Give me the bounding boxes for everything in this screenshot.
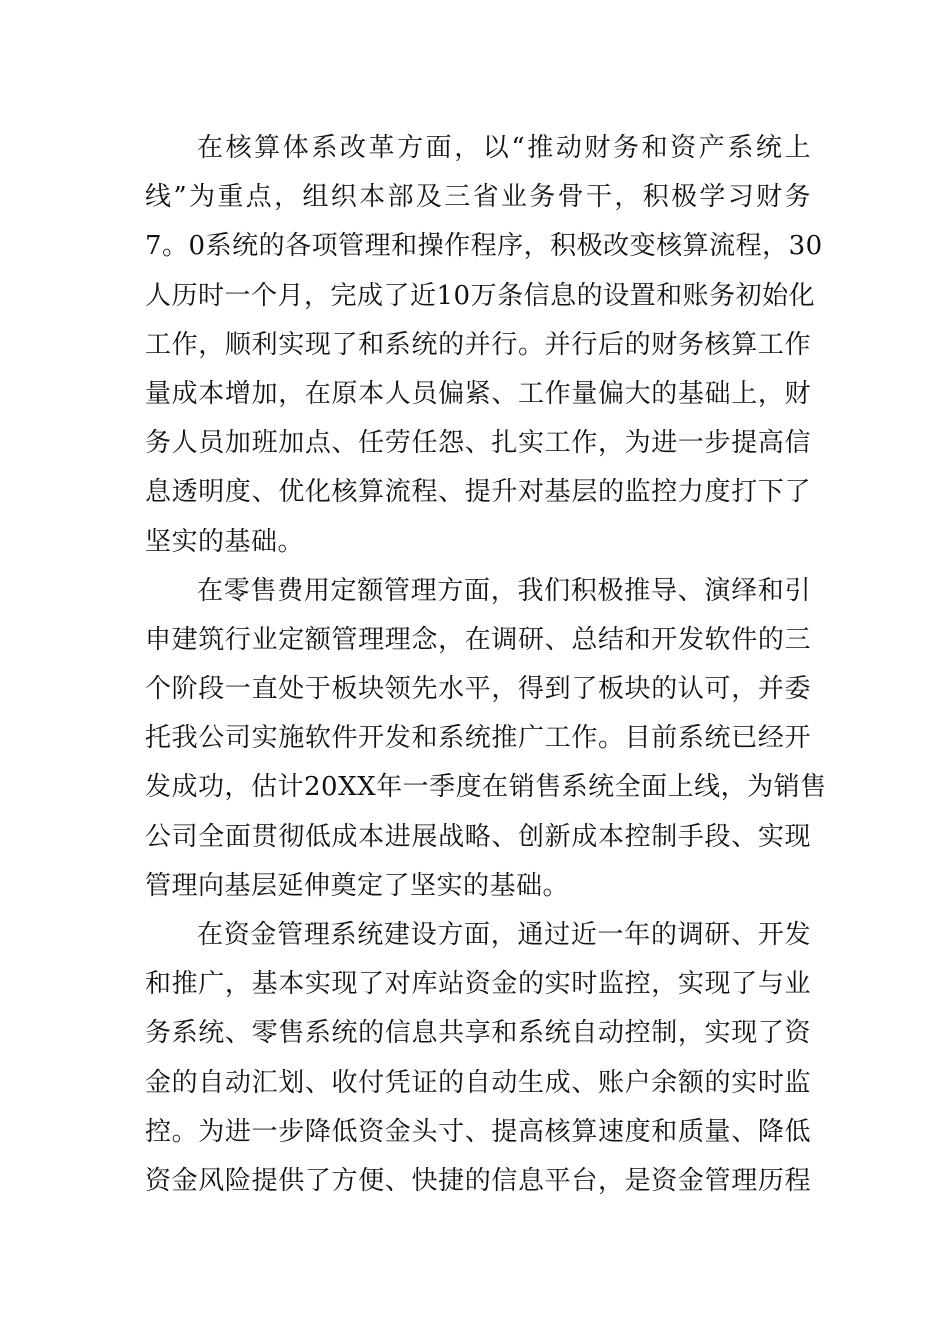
paragraph-line: 在资金管理系统建设方面，通过近一年的调研、开发 [197,920,811,950]
paragraph-line: 坚实的基础。 [145,526,305,557]
paragraph-line: 和推广，基本实现了对库站资金的实时监控，实现了与业 [145,969,811,1000]
paragraph-line: 线”为重点，组织本部及三省业务骨干，积极学习财务 [145,182,811,213]
paragraph-line: 量成本增加，在原本人员偏紧、工作量偏大的基础上，财 [145,378,811,409]
paragraph-line: 托我公司实施软件开发和系统推广工作。目前系统已经开 [145,723,811,754]
paragraph-line: 7。0系统的各项管理和操作程序，积极改变核算流程，30 [145,231,823,262]
paragraph-line: 控。为进一步降低资金头寸、提高核算速度和质量、降低 [145,1116,811,1147]
paragraph-line: 人历时一个月，完成了近10万条信息的设置和账务初始化 [145,280,816,311]
paragraph-retail-quota [145,567,827,911]
paragraph-fund-management [145,911,811,1206]
paragraph-line: 公司全面贯彻低成本进展战略、创新成本控制手段、实现 [145,821,811,852]
paragraph-line: 务系统、零售系统的信息共享和系统自动控制，实现了资 [145,1018,811,1049]
paragraph-line: 务人员加班加点、任劳任怨、扎实工作，为进一步提高信 [145,428,811,459]
paragraph-line: 在核算体系改革方面，以“推动财务和资产系统上 [197,133,811,163]
paragraph-line: 发成功，估计20XX年一季度在销售系统全面上线，为销售 [145,772,827,803]
paragraph-line: 工作，顺利实现了和系统的并行。并行后的财务核算工作 [145,329,811,360]
document-body [145,124,827,1206]
paragraph-line: 金的自动汇划、收付凭证的自动生成、账户余额的实时监 [145,1067,811,1098]
paragraph-line: 申建筑行业定额管理理念，在调研、总结和开发软件的三 [145,624,811,655]
paragraph-accounting-reform [145,124,823,567]
paragraph-line: 资金风险提供了方便、快捷的信息平台，是资金管理历程 [145,1165,811,1196]
paragraph-line: 管理向基层延伸奠定了坚实的基础。 [145,870,570,901]
paragraph-line: 个阶段一直处于板块领先水平，得到了板块的认可，并委 [145,674,811,705]
paragraph-line: 在零售费用定额管理方面，我们积极推导、演绎和引 [197,575,811,606]
paragraph-line: 息透明度、优化核算流程、提升对基层的监控力度打下了 [145,477,811,508]
